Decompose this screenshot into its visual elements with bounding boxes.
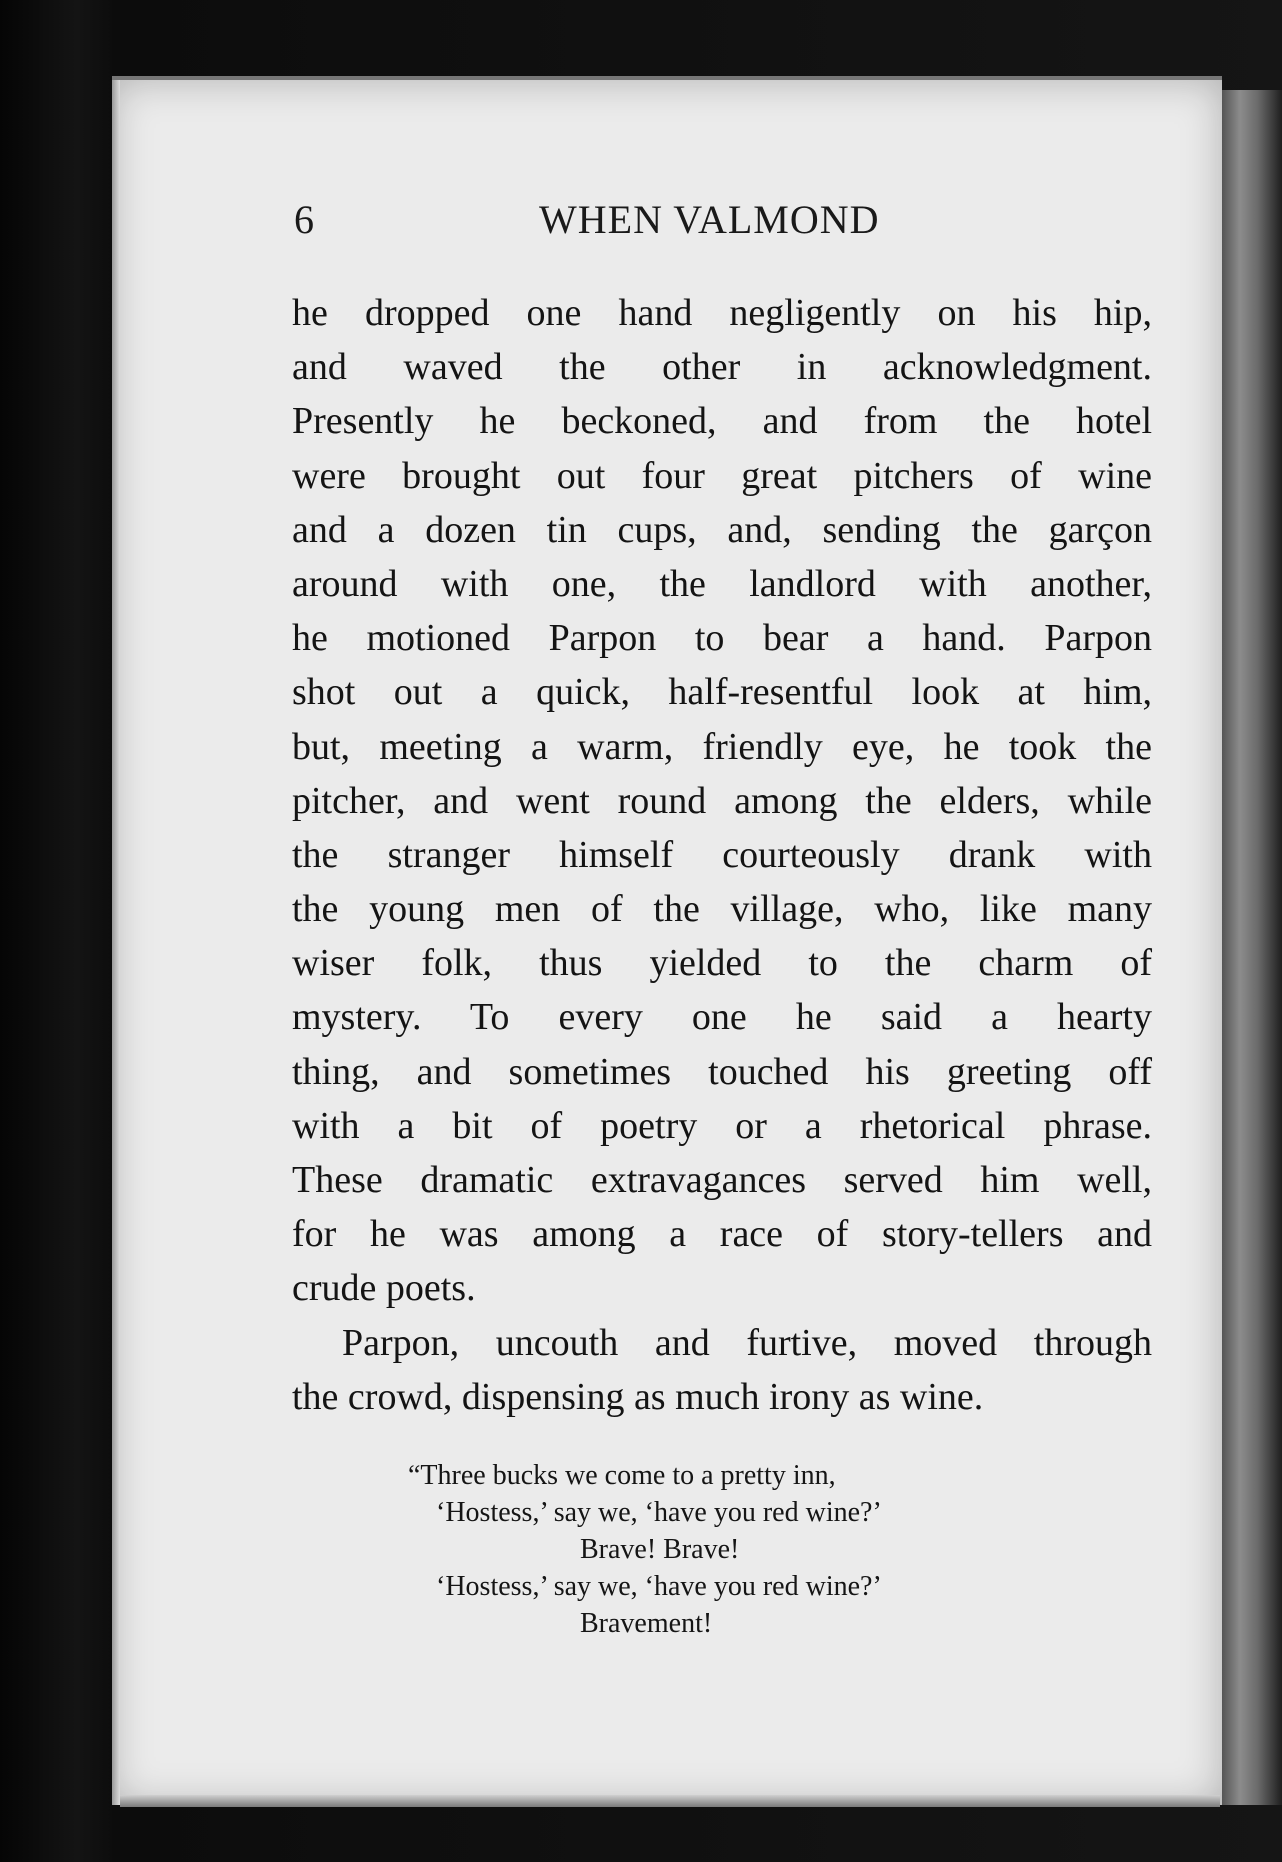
verse-line: Bravement! (580, 1608, 713, 1639)
page-number: 6 (294, 197, 314, 242)
text-line: wiser folk, thus yielded to the charm of (292, 942, 1152, 985)
text-line: Parpon, uncouth and furtive, moved through (342, 1321, 1152, 1364)
running-header (294, 196, 1150, 256)
text-line: crude poets. (292, 1267, 476, 1310)
verse-line: ‘Hostess,’ say we, ‘have you red wine?’ (436, 1497, 882, 1528)
verse-line: ‘Hostess,’ say we, ‘have you red wine?’ (436, 1571, 882, 1602)
running-title: WHEN VALMOND (539, 197, 880, 242)
text-line: shot out a quick, half-resentful look at him, (292, 671, 1152, 714)
text-line: around with one, the landlord with another, (292, 562, 1152, 605)
text-line: the stranger himself courteously drank with (292, 833, 1152, 876)
text-line: pitcher, and went round among the elders, while (292, 779, 1152, 822)
verse-block (400, 1457, 1020, 1642)
page-left-edge (112, 80, 120, 1805)
book-spine (1222, 90, 1282, 1805)
verse-line: Brave! Brave! (580, 1534, 740, 1565)
text-line: and waved the other in acknowledgment. (292, 346, 1152, 389)
text-line: and a dozen tin cups, and, sending the garçon (292, 508, 1152, 551)
verse-line: “Three bucks we come to a pretty inn, (408, 1460, 836, 1491)
text-line: mystery. To every one he said a hearty (292, 996, 1152, 1039)
text-line: the young men of the village, who, like many (292, 888, 1152, 931)
body-text (292, 286, 1152, 1424)
text-line: with a bit of poetry or a rhetorical phrase. (292, 1104, 1152, 1147)
text-line: were brought out four great pitchers of wine (292, 454, 1152, 497)
text-line: Presently he beckoned, and from the hotel (292, 400, 1152, 443)
text-line: the crowd, dispensing as much irony as wine. (292, 1375, 984, 1418)
text-line: he dropped one hand negligently on his hip, (292, 292, 1152, 334)
text-line: but, meeting a warm, friendly eye, he took the (292, 725, 1152, 768)
text-line: for he was among a race of story-tellers and (292, 1213, 1152, 1256)
text-line: thing, and sometimes touched his greeting off (292, 1050, 1152, 1093)
text-line: he motioned Parpon to bear a hand. Parpon (292, 617, 1152, 660)
page-bottom-edge (120, 1795, 1220, 1807)
text-line: These dramatic extravagances served him well, (292, 1159, 1152, 1201)
